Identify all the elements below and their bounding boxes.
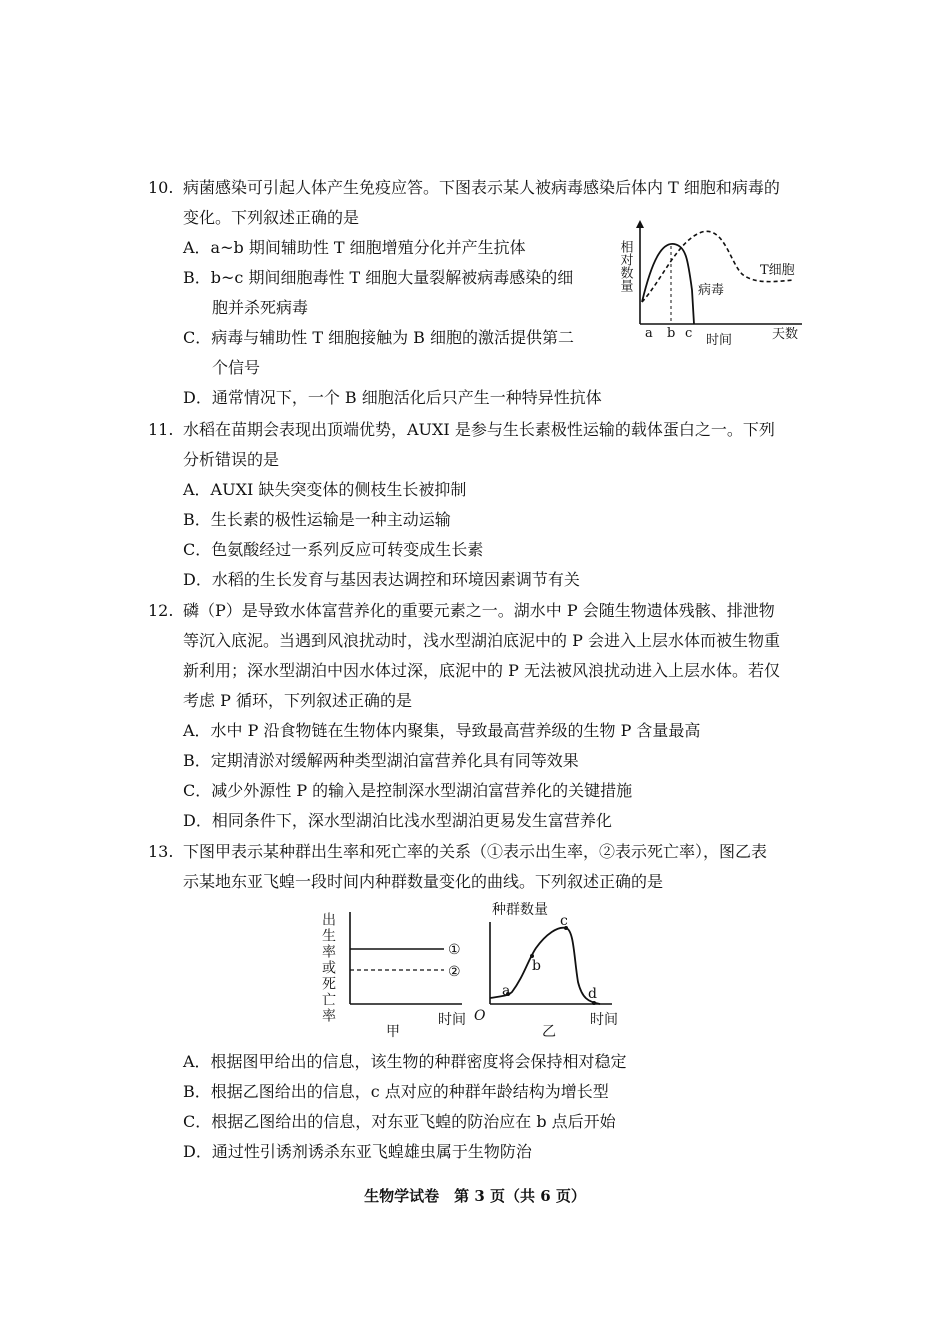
jia-caption: 甲 xyxy=(386,1024,400,1040)
q13-option-a: A．根据图甲给出的信息，该生物的种群密度将会保持相对稳定 xyxy=(183,1052,627,1071)
q10-number: 10. xyxy=(148,178,174,197)
q11-option-a: A．AUXI 缺失突变体的侧枝生长被抑制 xyxy=(183,480,467,499)
q12-stem-line2: 等沉入底泥。当遇到风浪扰动时，浅水型湖泊底泥中的 P 会进入上层水体而被生物重 xyxy=(183,631,780,650)
q13-figure-yi xyxy=(472,898,632,1042)
q11-stem-line1: 水稻在苗期会表现出顶端优势，AUXI 是参与生长素极性运输的载体蛋白之一。下列 xyxy=(183,420,775,439)
q13-option-c: C．根据乙图给出的信息，对东亚飞蝗的防治应在 b 点后开始 xyxy=(183,1112,616,1131)
q13-option-b: B．根据乙图给出的信息，c 点对应的种群年龄结构为增长型 xyxy=(183,1082,609,1101)
q12-option-a: A．水中 P 沿食物链在生物体内聚集，导致最高营养级的生物 P 含量最高 xyxy=(183,721,701,740)
q12-stem-line4: 考虑 P 循环，下列叙述正确的是 xyxy=(183,691,412,710)
page-footer: 生物学试卷 第 3 页（共 6 页） xyxy=(364,1187,586,1205)
q13-number: 13. xyxy=(148,842,174,861)
jia-ylabel: 出生率或死亡率 xyxy=(320,912,336,1024)
q10-option-a: A．a~b 期间辅助性 T 细胞增殖分化并产生抗体 xyxy=(183,238,526,257)
q11-option-d: D．水稻的生长发育与基因表达调控和环境因素调节有关 xyxy=(183,570,580,589)
jia-label2: ② xyxy=(448,964,461,980)
q10-figure xyxy=(612,220,812,350)
q10-option-d: D．通常情况下，一个 B 细胞活化后只产生一种特异性抗体 xyxy=(183,388,602,407)
q10-option-c-line2: 个信号 xyxy=(212,358,261,377)
q10-xlabel-days: 天数 xyxy=(772,327,799,342)
q12-stem-line1: 磷（P）是导致水体富营养化的重要元素之一。湖水中 P 会随生物遗体残骸、排泄物 xyxy=(183,601,775,620)
q10-option-b-line1: B．b~c 期间细胞毒性 T 细胞大量裂解被病毒感染的细 xyxy=(183,268,574,287)
q10-option-c-line1: C．病毒与辅助性 T 细胞接触为 B 细胞的激活提供第二 xyxy=(183,328,575,347)
q10-stem-line1: 病菌感染可引起人体产生免疫应答。下图表示某人被病毒感染后体内 T 细胞和病毒的 xyxy=(183,178,780,197)
yi-label-d: d xyxy=(588,986,597,1002)
q13-option-d: D．通过性引诱剂诱杀东亚飞蝗雄虫属于生物防治 xyxy=(183,1142,532,1161)
q11-stem-line2: 分析错误的是 xyxy=(183,450,280,469)
yi-origin: O xyxy=(474,1008,486,1024)
q10-xlabel-time: 时间 xyxy=(706,333,733,348)
q12-option-b: B．定期清淤对缓解两种类型湖泊富营养化具有同等效果 xyxy=(183,751,579,770)
q10-stem-line2: 变化。下列叙述正确的是 xyxy=(183,208,360,227)
q10-fig-y-arrow xyxy=(636,220,644,228)
q12-option-c: C．减少外源性 P 的输入是控制深水型湖泊富营养化的关键措施 xyxy=(183,781,633,800)
q12-number: 12. xyxy=(148,601,174,620)
q11-number: 11. xyxy=(148,420,174,439)
jia-xlabel: 时间 xyxy=(438,1012,466,1028)
q10-virus-curve xyxy=(642,244,694,324)
yi-caption: 乙 xyxy=(542,1024,556,1040)
q10-tick-a: a xyxy=(645,326,653,341)
q12-option-d: D．相同条件下，深水型湖泊比浅水型湖泊更易发生富营养化 xyxy=(183,811,612,830)
yi-ylabel: 种群数量 xyxy=(492,902,548,918)
yi-label-a: a xyxy=(502,983,511,999)
q11-option-c: C．色氨酸经过一系列反应可转变成生长素 xyxy=(183,540,484,559)
q11-option-b: B．生长素的极性运输是一种主动运输 xyxy=(183,510,451,529)
q10-option-b-line2: 胞并杀死病毒 xyxy=(212,298,309,317)
yi-label-b: b xyxy=(532,958,541,974)
q12-stem-line3: 新利用；深水型湖泊中因水体过深，底泥中的 P 无法被风浪扰动进入上层水体。若仅 xyxy=(183,661,780,680)
q13-stem-line1: 下图甲表示某种群出生率和死亡率的关系（①表示出生率，②表示死亡率），图乙表 xyxy=(183,842,768,861)
q10-virus-label: 病毒 xyxy=(698,283,725,298)
q10-tick-c: c xyxy=(685,326,693,341)
q13-figure-jia xyxy=(322,902,482,1042)
q10-tick-b: b xyxy=(667,326,676,341)
q13-stem-line2: 示某地东亚飞蝗一段时间内种群数量变化的曲线。下列叙述正确的是 xyxy=(183,872,664,891)
yi-label-c: c xyxy=(560,913,568,929)
jia-label1: ① xyxy=(448,942,461,958)
yi-xlabel: 时间 xyxy=(590,1012,618,1028)
q10-tcell-label: T细胞 xyxy=(760,263,795,278)
q10-fig-ylabel: 相对数量 xyxy=(617,240,633,292)
